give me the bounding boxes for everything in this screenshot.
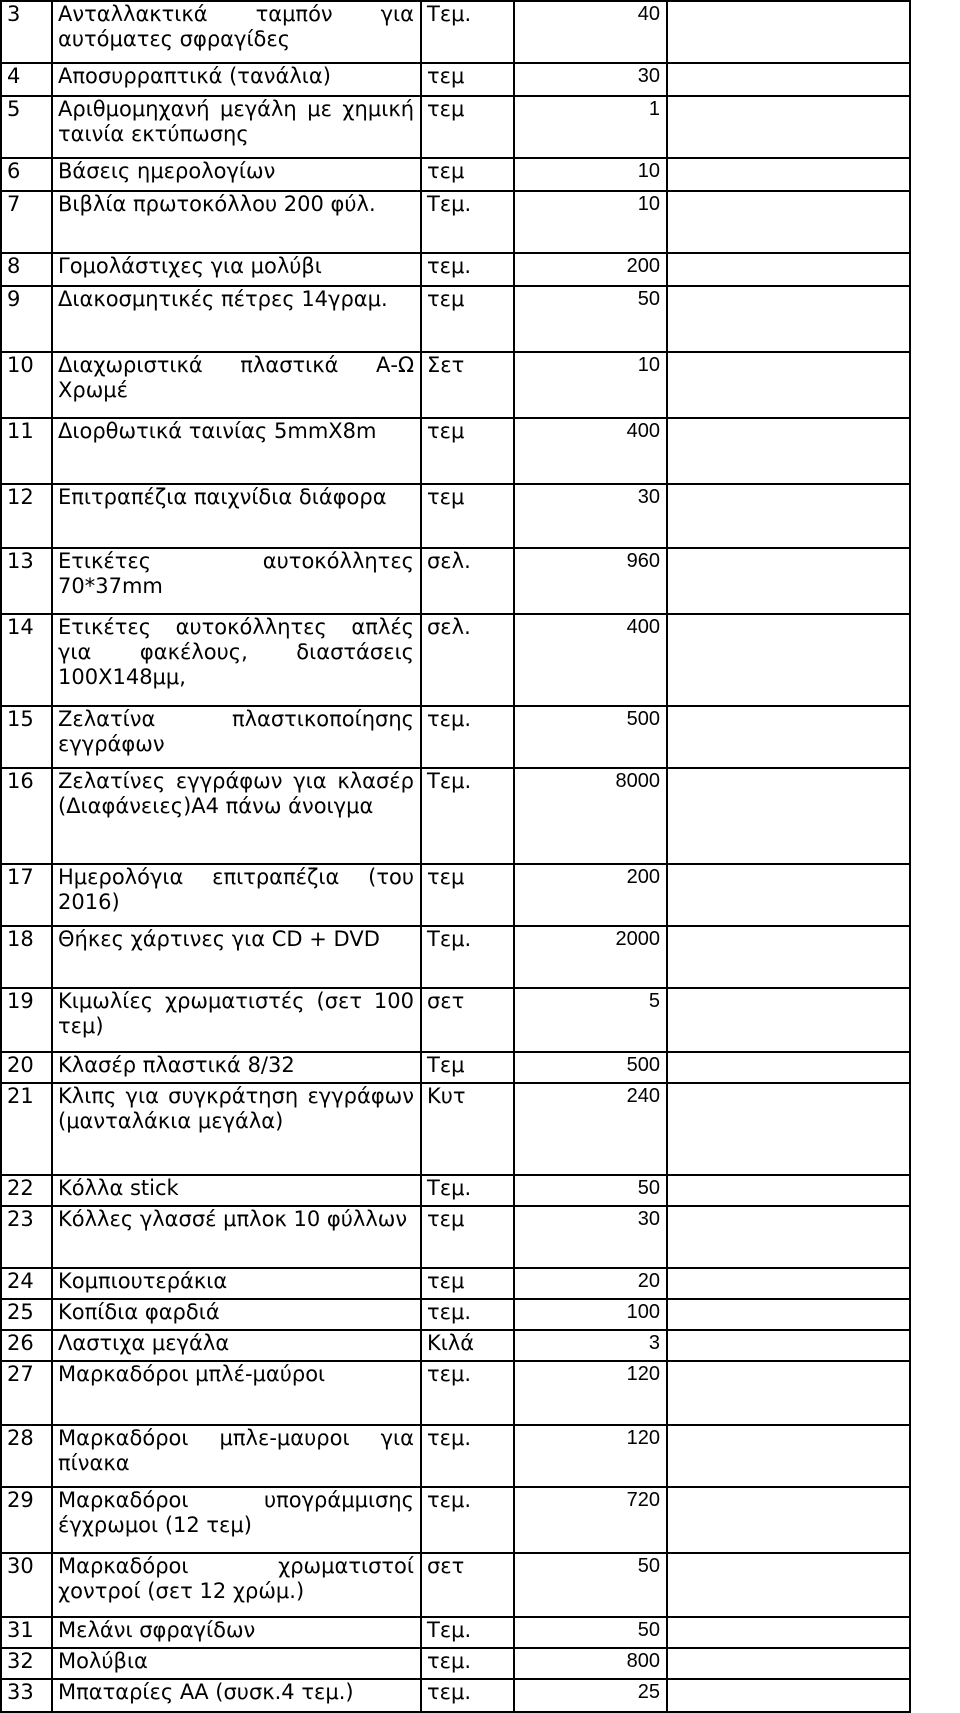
empty-cell <box>667 1648 910 1679</box>
item-description: Λαστιχα μεγάλα <box>52 1330 421 1361</box>
empty-cell <box>667 1268 910 1299</box>
item-description: Κόλλες γλασσέ μπλοκ 10 φύλλων <box>52 1206 421 1268</box>
item-description: Κλιπς για συγκράτηση εγγράφων (μανταλάκια μεγάλα) <box>52 1083 421 1175</box>
item-unit: τεμ <box>421 1268 514 1299</box>
item-unit: τεμ. <box>421 1299 514 1330</box>
item-unit: Τεμ. <box>421 1175 514 1206</box>
table-row <box>1 1268 910 1299</box>
item-quantity: 120 <box>514 1361 667 1425</box>
empty-cell <box>667 1617 910 1648</box>
empty-cell <box>667 253 910 286</box>
table-row <box>1 926 910 988</box>
item-description: Κιμωλίες χρωματιστές (σετ 100 τεμ) <box>52 988 421 1052</box>
row-number: 23 <box>1 1206 52 1268</box>
table-row <box>1 548 910 614</box>
item-quantity: 40 <box>514 1 667 63</box>
item-unit: τεμ <box>421 418 514 484</box>
row-number: 24 <box>1 1268 52 1299</box>
row-number: 20 <box>1 1052 52 1083</box>
item-quantity: 10 <box>514 352 667 418</box>
empty-cell <box>667 1679 910 1712</box>
item-unit: Τεμ <box>421 1052 514 1083</box>
row-number: 14 <box>1 614 52 706</box>
item-quantity: 5 <box>514 988 667 1052</box>
item-quantity: 960 <box>514 548 667 614</box>
item-quantity: 50 <box>514 1553 667 1617</box>
item-description: Μελάνι σφραγίδων <box>52 1617 421 1648</box>
table-row <box>1 1487 910 1553</box>
item-unit: Τεμ. <box>421 1 514 63</box>
item-description: Ημερολόγια επιτραπέζια (του 2016) <box>52 864 421 926</box>
empty-cell <box>667 286 910 352</box>
empty-cell <box>667 926 910 988</box>
item-description: Μπαταρίες ΑΑ (συσκ.4 τεμ.) <box>52 1679 421 1712</box>
item-description: Μαρκαδόροι υπογράμμισης έγχρωμοι (12 τεμ) <box>52 1487 421 1553</box>
item-quantity: 200 <box>514 253 667 286</box>
table-row <box>1 1083 910 1175</box>
item-unit: τεμ. <box>421 1425 514 1487</box>
table-row <box>1 1330 910 1361</box>
table-row <box>1 1175 910 1206</box>
item-description: Διαχωριστικά πλαστικά Α-Ω Χρωμέ <box>52 352 421 418</box>
table-row <box>1 1648 910 1679</box>
item-description: Κλασέρ πλαστικά 8/32 <box>52 1052 421 1083</box>
empty-cell <box>667 768 910 864</box>
table-row <box>1 1299 910 1330</box>
row-number: 11 <box>1 418 52 484</box>
item-quantity: 720 <box>514 1487 667 1553</box>
row-number: 10 <box>1 352 52 418</box>
table-row <box>1 706 910 768</box>
item-quantity: 100 <box>514 1299 667 1330</box>
empty-cell <box>667 864 910 926</box>
empty-cell <box>667 96 910 158</box>
item-quantity: 50 <box>514 1175 667 1206</box>
item-unit: σελ. <box>421 614 514 706</box>
item-quantity: 500 <box>514 706 667 768</box>
item-quantity: 2000 <box>514 926 667 988</box>
row-number: 21 <box>1 1083 52 1175</box>
item-description: Ετικέτες αυτοκόλλητες 70*37mm <box>52 548 421 614</box>
item-description: Ζελατίνα πλαστικοποίησης εγγράφων <box>52 706 421 768</box>
table-row <box>1 418 910 484</box>
item-unit: Κυτ <box>421 1083 514 1175</box>
item-quantity: 800 <box>514 1648 667 1679</box>
item-description: Μαρκαδόροι μπλέ-μαύροι <box>52 1361 421 1425</box>
item-quantity: 25 <box>514 1679 667 1712</box>
item-description: Ζελατίνες εγγράφων για κλασέρ (Διαφάνειες)Α4 πάνω άνοιγμα <box>52 768 421 864</box>
table-row <box>1 1553 910 1617</box>
empty-cell <box>667 1361 910 1425</box>
table-row <box>1 484 910 548</box>
empty-cell <box>667 1052 910 1083</box>
empty-cell <box>667 988 910 1052</box>
empty-cell <box>667 1083 910 1175</box>
item-quantity: 10 <box>514 158 667 191</box>
row-number: 13 <box>1 548 52 614</box>
item-unit: τεμ. <box>421 1361 514 1425</box>
item-quantity: 10 <box>514 191 667 253</box>
row-number: 26 <box>1 1330 52 1361</box>
item-description: Αριθμομηχανή μεγάλη με χημική ταινία εκτύπωσης <box>52 96 421 158</box>
row-number: 9 <box>1 286 52 352</box>
item-quantity: 500 <box>514 1052 667 1083</box>
item-unit: τεμ <box>421 158 514 191</box>
row-number: 27 <box>1 1361 52 1425</box>
item-quantity: 30 <box>514 484 667 548</box>
item-quantity: 8000 <box>514 768 667 864</box>
item-unit: Κιλά <box>421 1330 514 1361</box>
item-quantity: 200 <box>514 864 667 926</box>
item-description: Μαρκαδόροι χρωματιστοί χοντροί (σετ 12 χρώμ.) <box>52 1553 421 1617</box>
row-number: 18 <box>1 926 52 988</box>
table-row <box>1 614 910 706</box>
table-row <box>1 864 910 926</box>
item-description: Βάσεις ημερολογίων <box>52 158 421 191</box>
item-quantity: 3 <box>514 1330 667 1361</box>
item-quantity: 50 <box>514 1617 667 1648</box>
item-quantity: 30 <box>514 63 667 96</box>
row-number: 8 <box>1 253 52 286</box>
item-description: Θήκες χάρτινες για CD + DVD <box>52 926 421 988</box>
item-description: Κοπίδια φαρδιά <box>52 1299 421 1330</box>
item-unit: τεμ <box>421 864 514 926</box>
row-number: 28 <box>1 1425 52 1487</box>
row-number: 12 <box>1 484 52 548</box>
empty-cell <box>667 1299 910 1330</box>
item-quantity: 50 <box>514 286 667 352</box>
row-number: 15 <box>1 706 52 768</box>
row-number: 5 <box>1 96 52 158</box>
item-quantity: 120 <box>514 1425 667 1487</box>
table-row <box>1 1 910 63</box>
table-row <box>1 1206 910 1268</box>
item-unit: τεμ <box>421 484 514 548</box>
item-description: Μολύβια <box>52 1648 421 1679</box>
item-unit: Σετ <box>421 352 514 418</box>
row-number: 6 <box>1 158 52 191</box>
item-quantity: 240 <box>514 1083 667 1175</box>
row-number: 7 <box>1 191 52 253</box>
row-number: 30 <box>1 1553 52 1617</box>
table-row <box>1 988 910 1052</box>
table-row <box>1 1425 910 1487</box>
row-number: 16 <box>1 768 52 864</box>
table-row <box>1 1679 910 1712</box>
item-unit: τεμ <box>421 96 514 158</box>
item-unit: τεμ. <box>421 1648 514 1679</box>
item-quantity: 20 <box>514 1268 667 1299</box>
item-description: Αποσυρραπτικά (τανάλια) <box>52 63 421 96</box>
empty-cell <box>667 614 910 706</box>
table-row <box>1 96 910 158</box>
empty-cell <box>667 1553 910 1617</box>
table-row <box>1 158 910 191</box>
row-number: 31 <box>1 1617 52 1648</box>
empty-cell <box>667 352 910 418</box>
item-unit: τεμ <box>421 1206 514 1268</box>
empty-cell <box>667 1425 910 1487</box>
row-number: 25 <box>1 1299 52 1330</box>
item-unit: σετ <box>421 1553 514 1617</box>
empty-cell <box>667 63 910 96</box>
item-description: Κομπιουτεράκια <box>52 1268 421 1299</box>
item-unit: Τεμ. <box>421 191 514 253</box>
item-unit: σετ <box>421 988 514 1052</box>
item-description: Κόλλα stick <box>52 1175 421 1206</box>
item-description: Ανταλλακτικά ταμπόν για αυτόματες σφραγίδες <box>52 1 421 63</box>
item-description: Γομολάστιχες για μολύβι <box>52 253 421 286</box>
item-unit: τεμ. <box>421 1487 514 1553</box>
row-number: 19 <box>1 988 52 1052</box>
empty-cell <box>667 1175 910 1206</box>
table-row <box>1 1052 910 1083</box>
row-number: 17 <box>1 864 52 926</box>
row-number: 33 <box>1 1679 52 1712</box>
row-number: 22 <box>1 1175 52 1206</box>
empty-cell <box>667 418 910 484</box>
table-row <box>1 1361 910 1425</box>
empty-cell <box>667 1206 910 1268</box>
item-quantity: 1 <box>514 96 667 158</box>
empty-cell <box>667 484 910 548</box>
item-unit: Τεμ. <box>421 926 514 988</box>
empty-cell <box>667 191 910 253</box>
item-description: Επιτραπέζια παιχνίδια διάφορα <box>52 484 421 548</box>
item-unit: τεμ. <box>421 706 514 768</box>
empty-cell <box>667 706 910 768</box>
item-unit: τεμ <box>421 63 514 96</box>
item-description: Ετικέτες αυτοκόλλητες απλές για φακέλους, διαστάσεις 100Χ148μμ, <box>52 614 421 706</box>
row-number: 3 <box>1 1 52 63</box>
table-row <box>1 63 910 96</box>
empty-cell <box>667 158 910 191</box>
items-table-body <box>1 1 910 1712</box>
table-row <box>1 1617 910 1648</box>
item-description: Μαρκαδόροι μπλε-μαυροι για πίνακα <box>52 1425 421 1487</box>
row-number: 29 <box>1 1487 52 1553</box>
item-unit: τεμ. <box>421 1679 514 1712</box>
item-description: Διορθωτικά ταινίας 5mmX8m <box>52 418 421 484</box>
table-row <box>1 286 910 352</box>
item-unit: τεμ. <box>421 253 514 286</box>
item-quantity: 400 <box>514 614 667 706</box>
item-unit: τεμ <box>421 286 514 352</box>
empty-cell <box>667 548 910 614</box>
empty-cell <box>667 1330 910 1361</box>
table-row <box>1 253 910 286</box>
row-number: 32 <box>1 1648 52 1679</box>
empty-cell <box>667 1487 910 1553</box>
table-row <box>1 352 910 418</box>
item-description: Διακοσμητικές πέτρες 14γραμ. <box>52 286 421 352</box>
item-quantity: 30 <box>514 1206 667 1268</box>
item-unit: Τεμ. <box>421 1617 514 1648</box>
item-description: Βιβλία πρωτοκόλλου 200 φύλ. <box>52 191 421 253</box>
row-number: 4 <box>1 63 52 96</box>
empty-cell <box>667 1 910 63</box>
item-unit: σελ. <box>421 548 514 614</box>
table-row <box>1 191 910 253</box>
table-row <box>1 768 910 864</box>
item-unit: Τεμ. <box>421 768 514 864</box>
item-quantity: 400 <box>514 418 667 484</box>
